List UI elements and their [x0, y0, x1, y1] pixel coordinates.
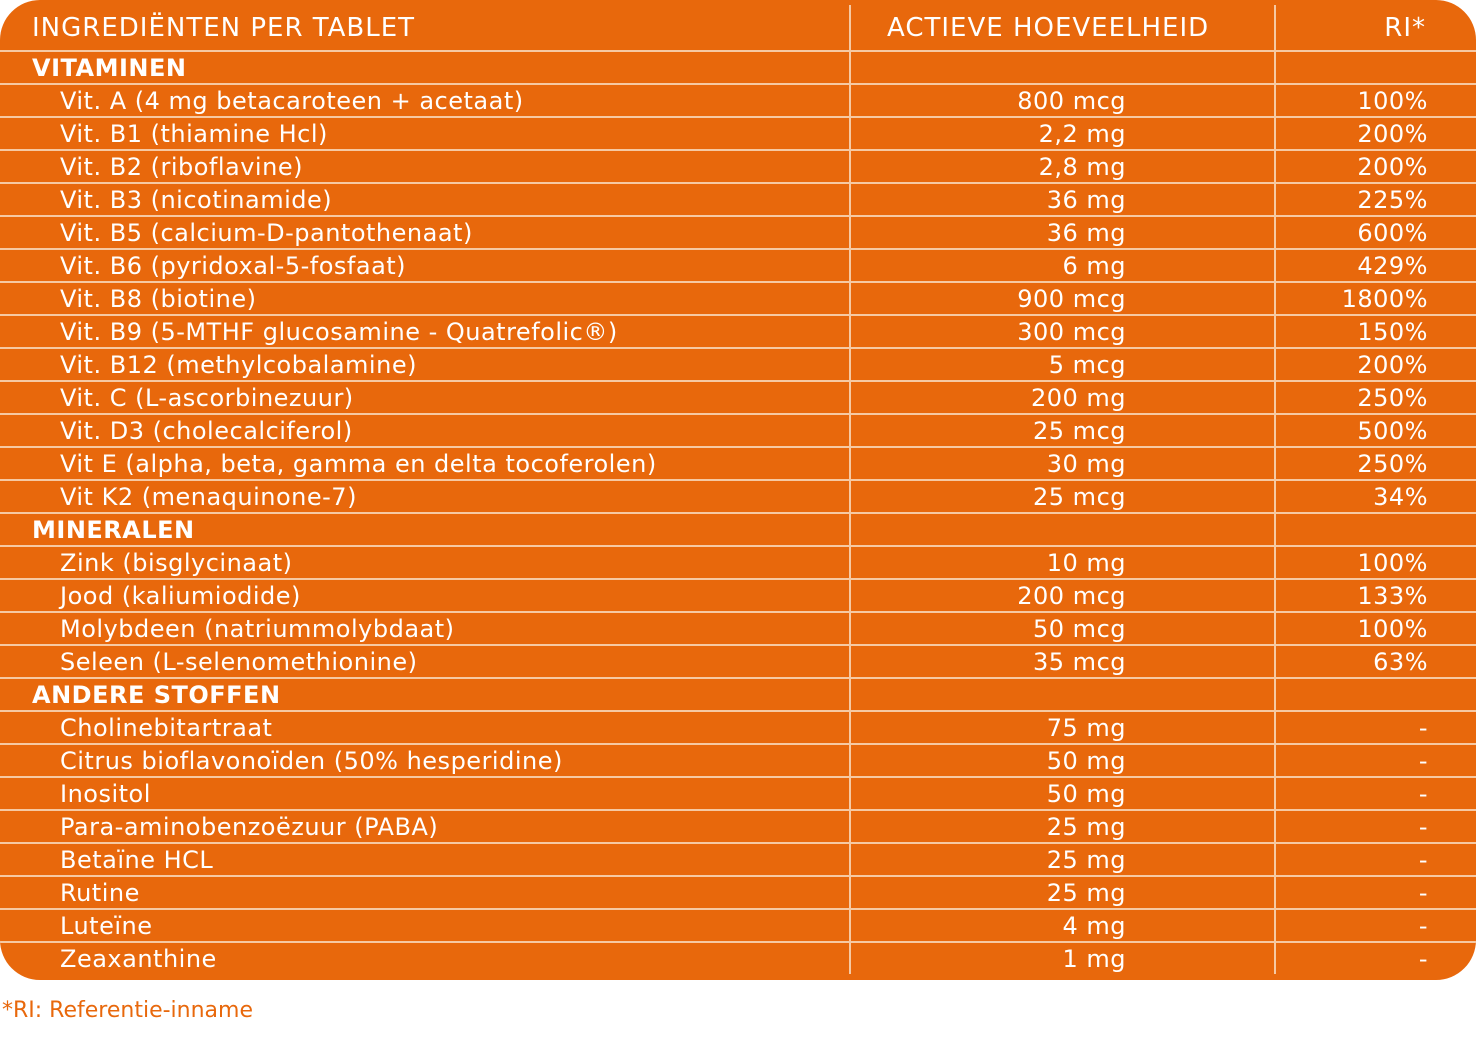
section-empty-cell: [1275, 51, 1476, 84]
ri-cell: 500%: [1275, 414, 1476, 447]
ingredient-name-cell: Vit K2 (menaquinone-7): [0, 480, 850, 513]
amount-cell: 50 mcg: [850, 612, 1275, 645]
section-header-row: [0, 678, 1476, 711]
amount-cell: 1 mg: [850, 942, 1275, 974]
ri-cell: 100%: [1275, 612, 1476, 645]
ri-cell: 200%: [1275, 150, 1476, 183]
amount-cell: 900 mcg: [850, 282, 1275, 315]
ri-cell: -: [1275, 843, 1476, 876]
table-row: [0, 447, 1476, 480]
ingredient-name-cell: Vit. B5 (calcium-D-pantothenaat): [0, 216, 850, 249]
ingredient-name-cell: Vit. C (L-ascorbinezuur): [0, 381, 850, 414]
ingredient-name-cell: Vit. B3 (nicotinamide): [0, 183, 850, 216]
ingredient-name-cell: Inositol: [0, 777, 850, 810]
ingredient-name-cell: Vit. D3 (cholecalciferol): [0, 414, 850, 447]
ingredient-name-cell: Cholinebitartraat: [0, 711, 850, 744]
ri-cell: 150%: [1275, 315, 1476, 348]
ri-cell: -: [1275, 777, 1476, 810]
table-row: [0, 876, 1476, 909]
amount-cell: 800 mcg: [850, 84, 1275, 117]
ingredient-name-cell: Vit. B6 (pyridoxal-5-fosfaat): [0, 249, 850, 282]
amount-cell: 30 mg: [850, 447, 1275, 480]
table-row: [0, 711, 1476, 744]
table-row: [0, 777, 1476, 810]
table-row: [0, 645, 1476, 678]
table-row: [0, 942, 1476, 974]
section-empty-cell: [850, 678, 1275, 711]
ri-cell: -: [1275, 876, 1476, 909]
ri-cell: 200%: [1275, 348, 1476, 381]
ingredient-name-cell: Seleen (L-selenomethionine): [0, 645, 850, 678]
table-row: [0, 282, 1476, 315]
ri-cell: 600%: [1275, 216, 1476, 249]
column-header-ingredients: INGREDIËNTEN PER TABLET: [0, 5, 850, 51]
section-header-row: [0, 51, 1476, 84]
ingredient-name-cell: Molybdeen (natriummolybdaat): [0, 612, 850, 645]
amount-cell: 36 mg: [850, 216, 1275, 249]
ri-cell: 250%: [1275, 447, 1476, 480]
amount-cell: 10 mg: [850, 546, 1275, 579]
ri-cell: -: [1275, 744, 1476, 777]
table-row: [0, 381, 1476, 414]
amount-cell: 200 mcg: [850, 579, 1275, 612]
ri-cell: -: [1275, 711, 1476, 744]
section-header-row: [0, 513, 1476, 546]
table-row: [0, 249, 1476, 282]
table-row: [0, 315, 1476, 348]
ingredient-name-cell: Vit. B2 (riboflavine): [0, 150, 850, 183]
ri-cell: 34%: [1275, 480, 1476, 513]
table-row: [0, 216, 1476, 249]
table-body: [0, 51, 1476, 974]
table-row: [0, 810, 1476, 843]
table-row: [0, 843, 1476, 876]
table-row: [0, 546, 1476, 579]
ingredient-name-cell: Vit. B9 (5-MTHF glucosamine - Quatrefolic®): [0, 315, 850, 348]
ingredient-name-cell: Vit. B1 (thiamine Hcl): [0, 117, 850, 150]
amount-cell: 4 mg: [850, 909, 1275, 942]
table-row: [0, 348, 1476, 381]
amount-cell: 50 mg: [850, 744, 1275, 777]
column-header-ri: RI*: [1275, 5, 1476, 51]
amount-cell: 25 mg: [850, 876, 1275, 909]
ingredient-name-cell: Jood (kaliumiodide): [0, 579, 850, 612]
amount-cell: 300 mcg: [850, 315, 1275, 348]
ri-cell: 133%: [1275, 579, 1476, 612]
ri-cell: 1800%: [1275, 282, 1476, 315]
ri-cell: -: [1275, 810, 1476, 843]
ri-cell: -: [1275, 942, 1476, 974]
section-empty-cell: [1275, 678, 1476, 711]
ri-cell: 225%: [1275, 183, 1476, 216]
ri-cell: 250%: [1275, 381, 1476, 414]
ingredient-name-cell: Luteïne: [0, 909, 850, 942]
amount-cell: 36 mg: [850, 183, 1275, 216]
ingredient-table: [0, 5, 1476, 974]
ingredient-name-cell: Vit. B12 (methylcobalamine): [0, 348, 850, 381]
section-empty-cell: [1275, 513, 1476, 546]
ri-cell: 200%: [1275, 117, 1476, 150]
table-row: [0, 480, 1476, 513]
table-row: [0, 150, 1476, 183]
table-header-row: [0, 5, 1476, 51]
ingredient-name-cell: Zeaxanthine: [60, 944, 217, 973]
table-row: [0, 579, 1476, 612]
amount-cell: 2,8 mg: [850, 150, 1275, 183]
section-title: VITAMINEN: [0, 51, 850, 84]
ingredient-name-cell: Zink (bisglycinaat): [0, 546, 850, 579]
ri-cell: 63%: [1275, 645, 1476, 678]
ri-cell: -: [1275, 909, 1476, 942]
amount-cell: 25 mcg: [850, 480, 1275, 513]
table-row: [0, 909, 1476, 942]
ri-cell: 100%: [1275, 84, 1476, 117]
amount-cell: 75 mg: [850, 711, 1275, 744]
amount-cell: 35 mcg: [850, 645, 1275, 678]
table-row: [0, 612, 1476, 645]
table-row: [0, 744, 1476, 777]
footnote: *RI: Referentie-inname: [2, 998, 253, 1023]
ingredient-name-cell: Vit. B8 (biotine): [0, 282, 850, 315]
ingredient-name-cell: Betaïne HCL: [0, 843, 850, 876]
table-row: [0, 84, 1476, 117]
ingredient-name-cell: Citrus bioflavonoïden (50% hesperidine): [0, 744, 850, 777]
amount-cell: 50 mg: [850, 777, 1275, 810]
amount-cell: 2,2 mg: [850, 117, 1275, 150]
column-header-amount: ACTIEVE HOEVEELHEID: [850, 5, 1275, 51]
ingredient-name-cell: Vit. A (4 mg betacaroteen + acetaat): [0, 84, 850, 117]
ri-cell: 429%: [1275, 249, 1476, 282]
section-empty-cell: [850, 513, 1275, 546]
ri-cell: 100%: [1275, 546, 1476, 579]
section-empty-cell: [850, 51, 1275, 84]
amount-cell: 25 mcg: [850, 414, 1275, 447]
ingredient-name-cell: Para-aminobenzoëzuur (PABA): [0, 810, 850, 843]
amount-cell: 25 mg: [850, 810, 1275, 843]
table-row: [0, 414, 1476, 447]
section-title: ANDERE STOFFEN: [0, 678, 850, 711]
ingredient-name-cell: Vit E (alpha, beta, gamma en delta tocoferolen): [0, 447, 850, 480]
ingredient-name-cell: Rutine: [0, 876, 850, 909]
amount-cell: 25 mg: [850, 843, 1275, 876]
table-row: [0, 117, 1476, 150]
amount-cell: 200 mg: [850, 381, 1275, 414]
table-row: [0, 183, 1476, 216]
amount-cell: 5 mcg: [850, 348, 1275, 381]
section-title: MINERALEN: [0, 513, 850, 546]
amount-cell: 6 mg: [850, 249, 1275, 282]
